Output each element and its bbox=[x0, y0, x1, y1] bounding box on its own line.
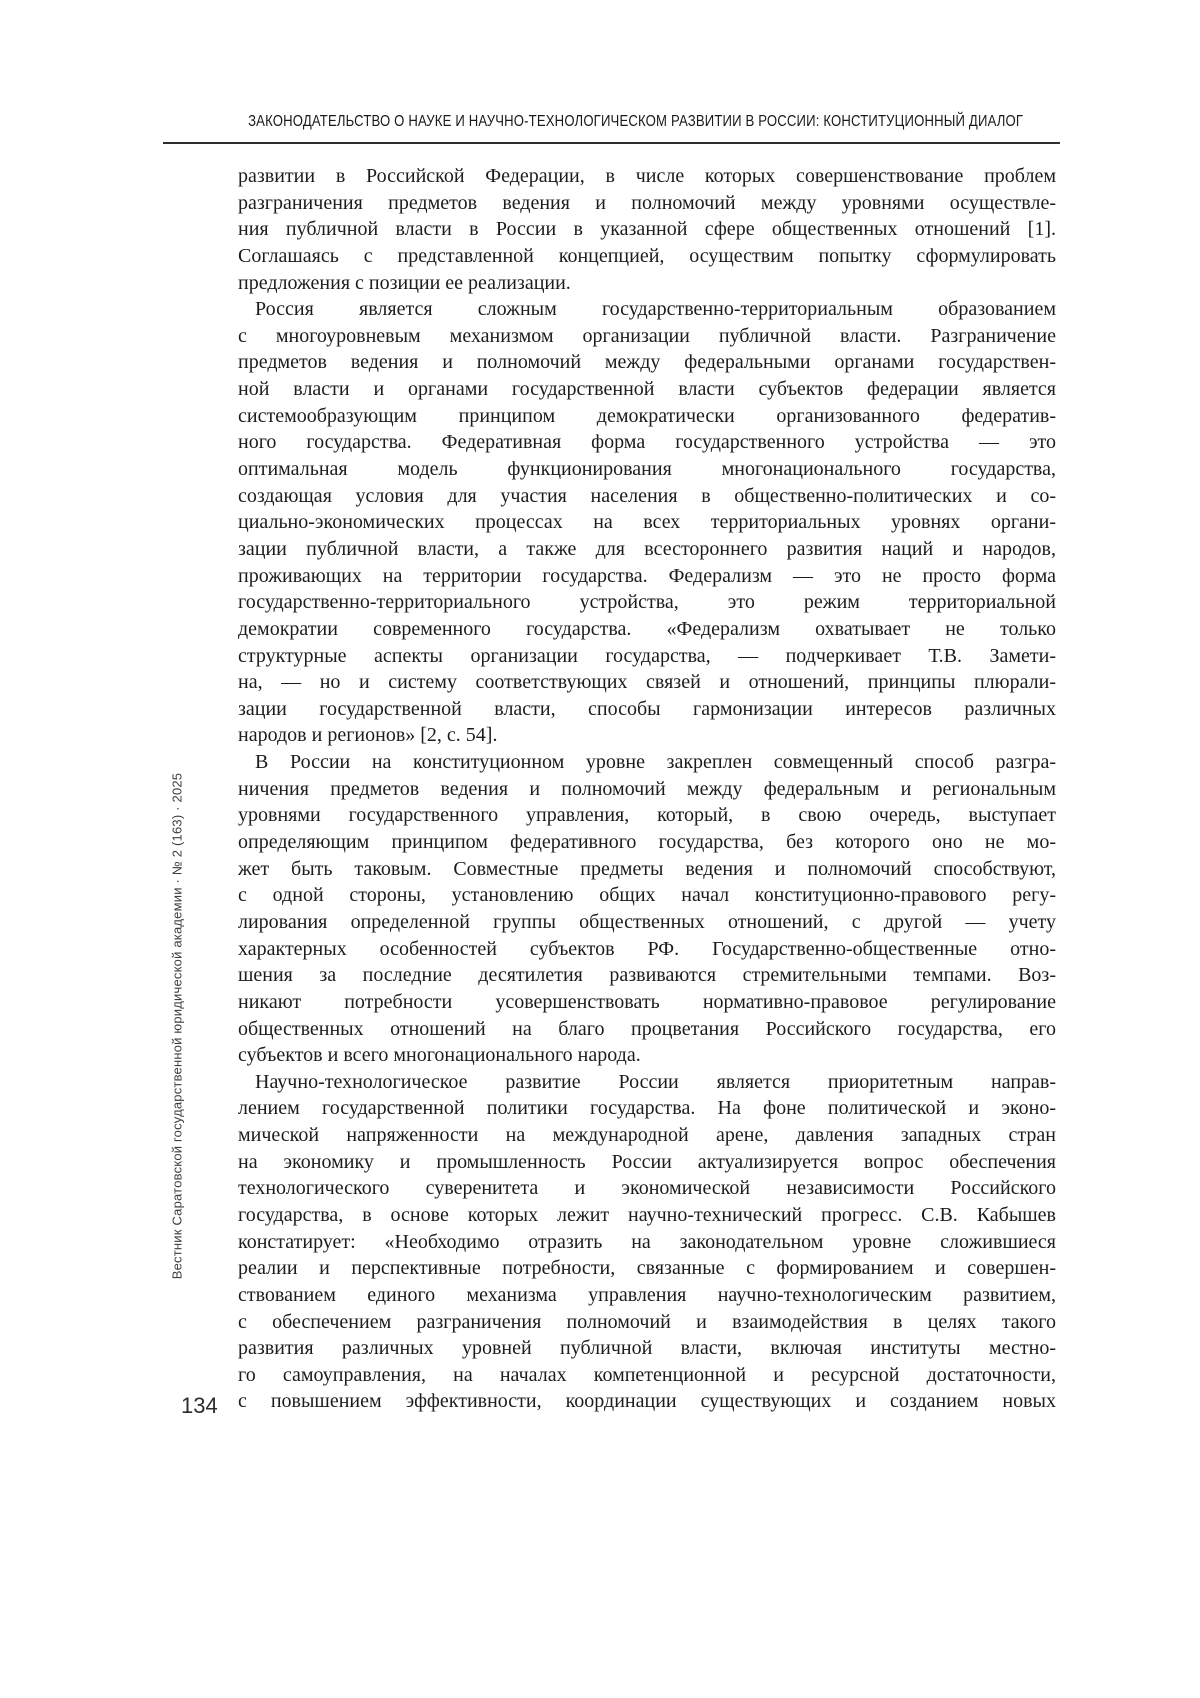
text-line: предметов ведения и полномочий между федеральными органами государствен- bbox=[238, 351, 1056, 374]
text-line: оптимальная модель функционирования многонационального государства, bbox=[238, 458, 1056, 481]
text-line: ствованием единого механизма управления научно-технологическим развитием, bbox=[238, 1283, 1056, 1306]
text-line: лирования определенной группы общественных отношений, с другой — учету bbox=[238, 910, 1056, 933]
text-line: структурные аспекты организации государства, — подчеркивает Т.В. Замети- bbox=[238, 644, 1056, 667]
text-line: го самоуправления, на началах компетенционной и ресурсной достаточности, bbox=[238, 1363, 1056, 1386]
text-line: никают потребности усовершенствовать нормативно-правовое регулирование bbox=[238, 990, 1056, 1013]
text-line: Россия является сложным государственно-территориальным образованием bbox=[255, 298, 1056, 321]
article-body bbox=[238, 163, 1056, 1415]
text-line: проживающих на территории государства. Федерализм — это не просто форма bbox=[238, 564, 1056, 587]
text-line: жет быть таковым. Совместные предметы ведения и полномочий способствуют, bbox=[238, 857, 1056, 880]
text-line: мической напряженности на международной арене, давления западных стран bbox=[238, 1124, 1056, 1147]
text-line: шения за последние десятилетия развиваются стремительными темпами. Воз- bbox=[238, 964, 1056, 987]
text-line: определяющим принципом федеративного государства, без которого оно не мо- bbox=[238, 831, 1056, 854]
text-line: ния публичной власти в России в указанной сфере общественных отношений [1]. bbox=[238, 218, 1056, 241]
header-rule bbox=[163, 142, 1060, 144]
text-line: с одной стороны, установлению общих начал конституционно-правового регу- bbox=[238, 884, 1056, 907]
text-line: констатирует: «Необходимо отразить на законодательном уровне сложившиеся bbox=[238, 1230, 1056, 1253]
text-line: государственно-территориального устройства, это режим территориальной bbox=[238, 591, 1056, 614]
text-line: ничения предметов ведения и полномочий между федеральным и региональным bbox=[238, 777, 1056, 800]
text-line: с многоуровневым механизмом организации публичной власти. Разграничение bbox=[238, 324, 1056, 347]
text-line: характерных особенностей субъектов РФ. Государственно-общественные отно- bbox=[238, 937, 1056, 960]
text-line: разграничения предметов ведения и полномочий между уровнями осуществле- bbox=[238, 191, 1056, 214]
text-line: уровнями государственного управления, который, в свою очередь, выступает bbox=[238, 804, 1056, 827]
text-line: народов и регионов» [2, с. 54]. bbox=[238, 724, 498, 747]
text-line: зации публичной власти, а также для всестороннего развития наций и народов, bbox=[238, 537, 1056, 560]
text-line: общественных отношений на благо процветания Российского государства, его bbox=[238, 1017, 1056, 1040]
running-title-text: ЗАКОНОДАТЕЛЬСТВО О НАУКЕ И НАУЧНО-ТЕХНОЛОГИЧЕСКОМ РАЗВИТИИ В РОССИИ: КОНСТИТУЦИОННЫЙ ДИАЛОГ bbox=[248, 113, 1024, 130]
text-line: с повышением эффективности, координации существующих и созданием новых bbox=[238, 1390, 1056, 1413]
text-line: технологического суверенитета и экономической независимости Российского bbox=[238, 1177, 1056, 1200]
text-line: на, — но и систему соответствующих связей и отношений, принципы плюрали- bbox=[238, 671, 1056, 694]
text-line: ного государства. Федеративная форма государственного устройства — это bbox=[238, 431, 1056, 454]
text-line: развитии в Российской Федерации, в числе которых совершенствование проблем bbox=[238, 165, 1056, 187]
text-line: лением государственной политики государства. На фоне политической и эконо- bbox=[238, 1097, 1056, 1120]
text-line: демократии современного государства. «Федерализм охватывает не только bbox=[238, 617, 1056, 640]
text-line: государства, в основе которых лежит научно-технический прогресс. С.В. Кабышев bbox=[238, 1203, 1056, 1226]
text-line: субъектов и всего многонационального народа. bbox=[238, 1044, 641, 1067]
text-line: циально-экономических процессах на всех территориальных уровнях органи- bbox=[238, 511, 1056, 534]
text-line: создающая условия для участия населения в общественно-политических и со- bbox=[238, 484, 1056, 507]
running-title bbox=[163, 113, 1060, 131]
text-line: Научно-технологическое развитие России является приоритетным направ- bbox=[255, 1070, 1056, 1093]
text-line: системообразующим принципом демократически организованного федератив- bbox=[238, 404, 1056, 427]
text-line: предложения с позиции ее реализации. bbox=[238, 271, 571, 294]
text-line: с обеспечением разграничения полномочий и взаимодействия в целях такого bbox=[238, 1310, 1056, 1333]
page-number: 134 bbox=[181, 1393, 218, 1418]
text-line: реалии и перспективные потребности, связанные с формированием и совершен- bbox=[238, 1257, 1056, 1280]
text-line: Соглашаясь с представленной концепцией, осуществим попытку сформулировать bbox=[238, 244, 1056, 267]
text-line: зации государственной власти, способы гармонизации интересов различных bbox=[238, 697, 1056, 720]
text-line: на экономику и промышленность России актуализируется вопрос обеспечения bbox=[238, 1150, 1056, 1173]
text-line: развития различных уровней публичной власти, включая институты местно- bbox=[238, 1337, 1056, 1360]
journal-imprint-sidebar: Вестник Саратовской государственной юридической академии · № 2 (163) · 2025 bbox=[169, 772, 185, 1280]
text-line: ной власти и органами государственной власти субъектов федерации является bbox=[238, 378, 1056, 401]
text-line: В России на конституционном уровне закреплен совмещенный способ разгра- bbox=[255, 751, 1056, 774]
